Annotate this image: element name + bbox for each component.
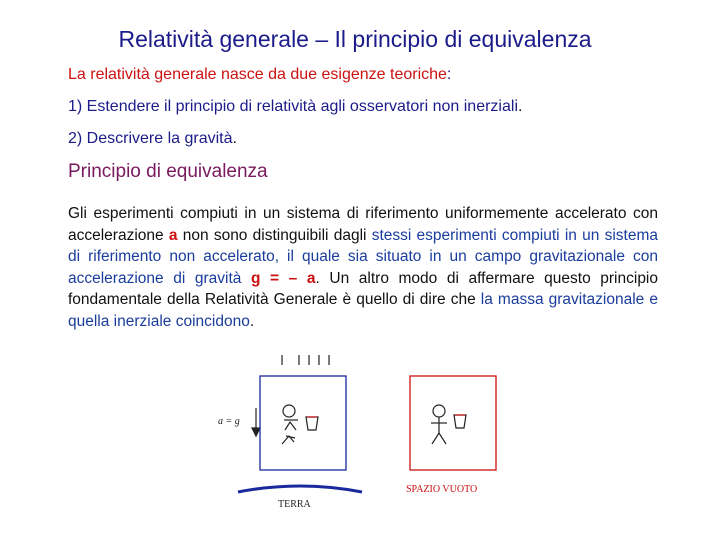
page-title: Relatività generale – Il principio di equivalenza <box>118 26 592 52</box>
list-item-1 <box>68 98 522 116</box>
earth-label: TERRA <box>278 499 311 510</box>
list-item-2-text: 2) Descrivere la gravità <box>68 130 233 147</box>
earth-surface-arc <box>238 486 362 492</box>
para-part-4: . <box>315 269 320 287</box>
list-item-1-text: 1) Estendere il principio di relatività agli osservatori non inerziali <box>68 98 518 115</box>
para-part-7: . <box>249 312 255 330</box>
para-part-1: Gli esperimenti compiuti in un sistema di riferimento uniformemente accelerato con accelerazione <box>68 205 658 244</box>
stick-figure-left-icon <box>282 405 298 444</box>
symbol-a: a <box>168 226 178 244</box>
earth-box <box>260 376 346 470</box>
list-item-1-end: . <box>518 98 523 115</box>
list-item-2 <box>68 130 237 148</box>
para-part-5: Un altro modo di affermare questo principio fondamentale della Relatività Generale è quello di dire che <box>68 269 658 308</box>
para-part-3: stessi esperimenti compiuti in un sistema di riferimento non accelerato, il quale sia situato in un campo gravitazionale con accelerazione di gravità <box>68 226 658 287</box>
list-item-2-end: . <box>232 130 237 147</box>
down-arrow-icon <box>252 408 260 436</box>
bucket-right-icon <box>454 415 466 428</box>
intro-colon: : <box>446 66 452 83</box>
body-paragraph <box>68 203 658 332</box>
stick-figure-right-icon <box>431 405 447 444</box>
acceleration-label: a = g <box>218 416 240 427</box>
para-part-6: la massa gravitazionale e quella inerziale coincidono <box>68 291 658 330</box>
section-heading: Principio di equivalenza <box>68 161 268 182</box>
equivalence-illustration <box>210 350 510 520</box>
para-part-2: non sono distinguibili dagli <box>177 226 372 244</box>
intro-text: La relatività generale nasce da due esigenze teoriche <box>68 66 447 83</box>
space-label: SPAZIO VUOTO <box>406 484 478 495</box>
equation-g-equals-minus-a: g = – a <box>250 269 316 287</box>
top-tick-marks <box>282 355 329 365</box>
space-box <box>410 376 496 470</box>
intro-line <box>68 66 451 84</box>
bucket-left-icon <box>306 417 318 430</box>
